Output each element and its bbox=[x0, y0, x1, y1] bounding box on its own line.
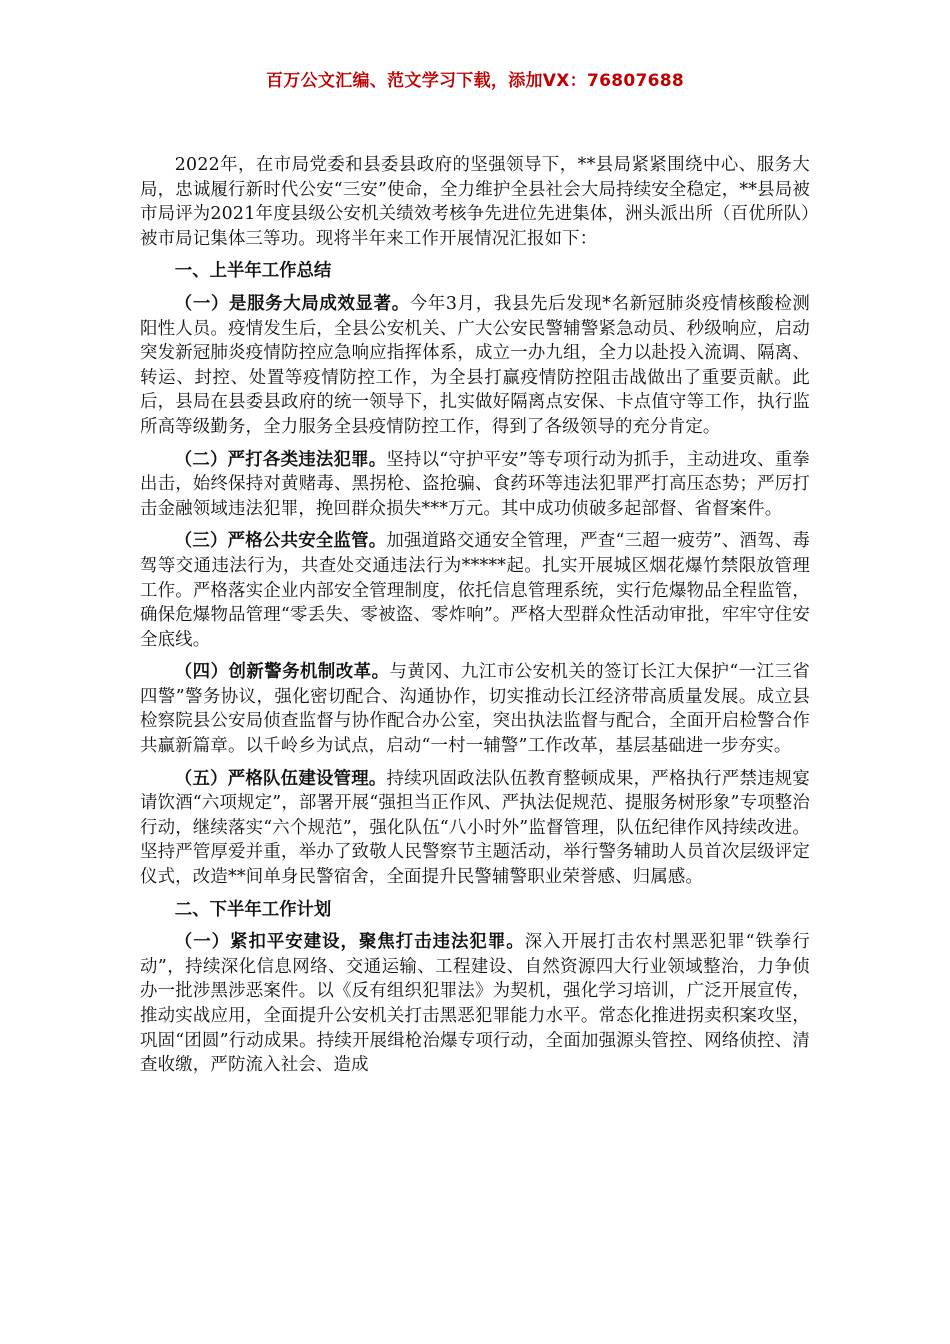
section-1-item-5 bbox=[140, 767, 810, 890]
item-text: 加强道路交通安全管理，严查“三超一疲劳”、酒驾、毒驾等交通违法行为，共查处交通违法行为*****起。扎实开展城区烟花爆竹禁限放管理工作。严格落实企业内部安全管理制度，依托信息管理系统，实行危爆物品全程监管，确保危爆物品管理“零丢失、零被盗、零炸响”。严格大型群众性活动审批，牢牢守住安全底线。 bbox=[140, 531, 810, 650]
intro-paragraph: 2022年，在市局党委和县委县政府的坚强领导下，**县局紧紧围绕中心、服务大局，忠诚履行新时代公安“三安”使命，全力维护全县社会大局持续安全稳定，**县局被市局评为2021年度县级公安机关绩效考核争先进位先进集体，洲头派出所（百优所队）被市局记集体三等功。现将半年来工作开展情况汇报如下： bbox=[140, 155, 810, 249]
item-text: 坚持以“守护平安”等专项行动为抓手，主动进攻、重拳出击，始终保持对黄赌毒、黑拐枪、盗抢骗、食药环等违法犯罪严打高压态势；严厉打击金融领域违法犯罪，挽回群众损失***万元。其中成功侦破多起部督、省督案件。 bbox=[140, 449, 810, 519]
item-text: 今年3月，我县先后发现*名新冠肺炎疫情核酸检测阳性人员。疫情发生后，全县公安机关、广大公安民警辅警紧急动员、秒级响应，启动突发新冠肺炎疫情防控应急响应指挥体系，成立一办九组，全力以赴投入流调、隔离、转运、封控、处置等疫情防控工作，为全县打赢疫情防控阻击战做出了重要贡献。此后，县局在县委县政府的统一领导下，扎实做好隔离点安保、卡点值守等工作，执行监所高等级勤务，全力服务全县疫情防控工作，得到了各级领导的充分肯定。 bbox=[140, 293, 810, 437]
section-2-heading: 二、下半年工作计划 bbox=[174, 899, 332, 920]
document-body bbox=[140, 153, 810, 1078]
item-text: 深入开展打击农村黑恶犯罪“铁拳行动”，持续深化信息网络、交通运输、工程建设、自然资源四大行业领域整治，力争侦办一批涉黑涉恶案件。以《反有组织犯罪法》为契机，强化学习培训，广泛开展宣传，推动实战应用，全面提升公安机关打击黑恶犯罪能力水平。常态化推进拐卖积案攻坚，巩固“团圆”行动成果。持续开展缉枪治爆专项行动，全面加强源头管控、网络侦控、清查收缴，严防流入社会、造成 bbox=[140, 932, 810, 1076]
item-text: 与黄冈、九江市公安机关的签订长江大保护“一江三省四警”警务协议，强化密切配合、沟通协作，切实推动长江经济带高质量发展。成立县检察院县公安局侦查监督与协作配合办公室，突出执法监督与配合，全面开启检警合作共赢新篇章。以千岭乡为试点，启动“一村一辅警”工作改革，基层基础进一步夯实。 bbox=[140, 662, 810, 757]
item-lead: （三）严格公共安全监管。 bbox=[174, 531, 387, 552]
item-text: 持续巩固政法队伍教育整顿成果，严格执行严禁违规宴请饮酒“六项规定”，部署开展“强担当正作风、严执法促规范、提服务树形象”专项整治行动，继续落实“六个规范”，强化队伍“八小时外”监督管理，队伍纪律作风持续改进。坚持严管厚爱并重，举办了致敬人民警察节主题活动，举行警务辅助人员首次层级评定仪式，改造**间单身民警宿舍，全面提升民警辅警职业荣誉感、归属感。 bbox=[140, 768, 810, 888]
item-lead: （一）紧扣平安建设，聚焦打击违法犯罪。 bbox=[174, 932, 525, 953]
watermark-header: 百万公文汇编、范文学习下载，添加VX：76807688 bbox=[266, 71, 684, 91]
section-2-item-1 bbox=[140, 930, 810, 1078]
item-lead: （五）严格队伍建设管理。 bbox=[174, 768, 387, 789]
section-1-heading: 一、上半年工作总结 bbox=[174, 261, 332, 282]
section-1-item-3 bbox=[140, 529, 810, 652]
item-lead: （二）严打各类违法犯罪。 bbox=[174, 449, 387, 470]
section-1-item-1 bbox=[140, 292, 810, 440]
section-1-item-4 bbox=[140, 660, 810, 758]
item-lead: （一）是服务大局成效显著。 bbox=[174, 293, 410, 314]
item-lead: （四）创新警务机制改革。 bbox=[174, 662, 390, 683]
section-1-item-2 bbox=[140, 448, 810, 522]
